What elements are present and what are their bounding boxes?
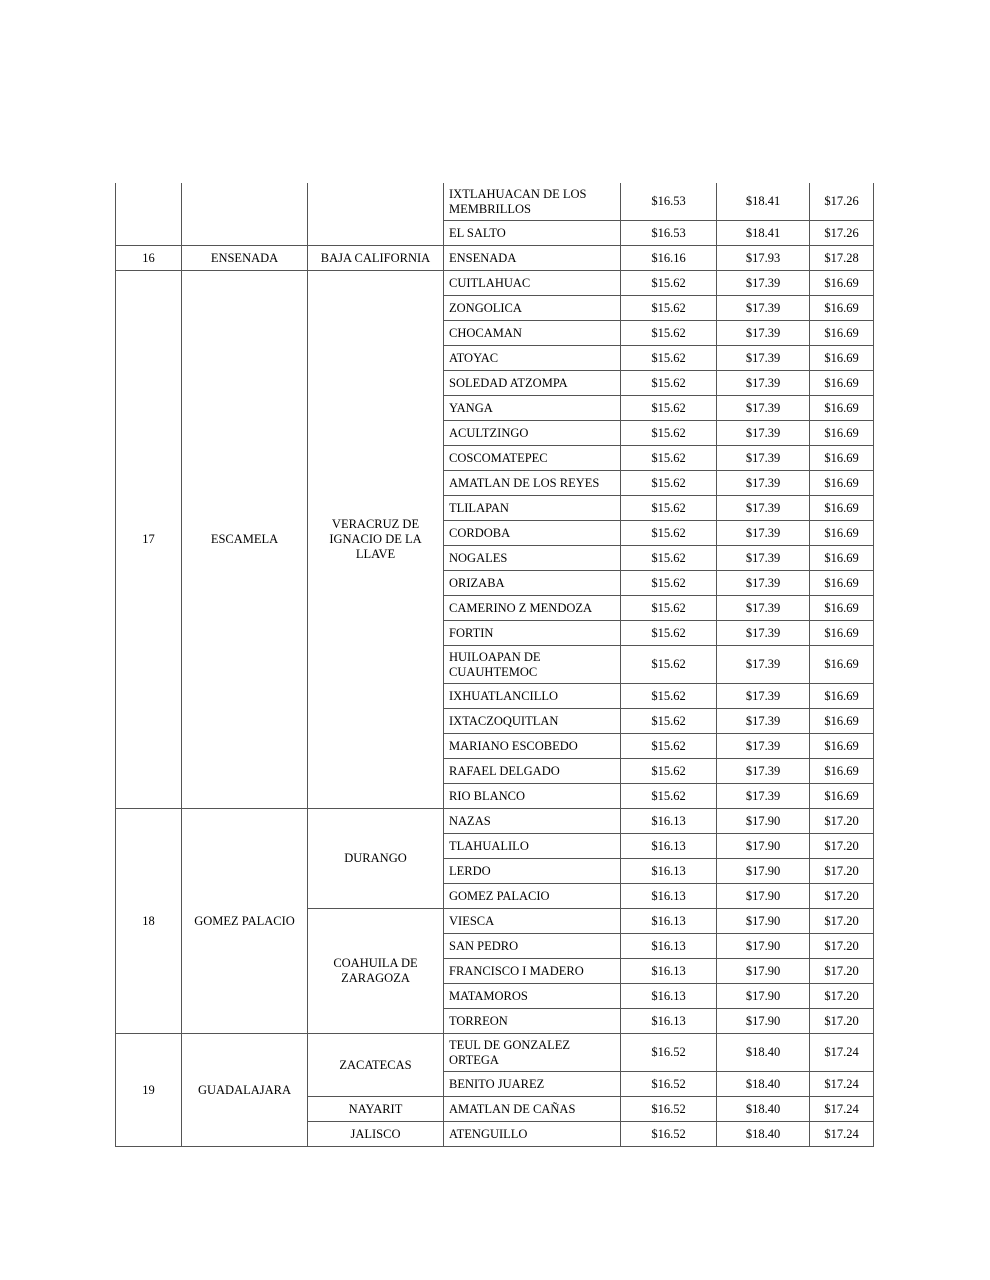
- value-cell-3: $16.69: [810, 759, 874, 784]
- value-cell-2: $18.41: [717, 221, 810, 246]
- value-cell-1: $16.13: [621, 809, 717, 834]
- group-name-cell: GUADALAJARA: [182, 1034, 308, 1147]
- value-cell-3: $16.69: [810, 271, 874, 296]
- municipality-cell: FRANCISCO I MADERO: [444, 959, 621, 984]
- value-cell-1: $16.13: [621, 984, 717, 1009]
- value-cell-1: $16.13: [621, 834, 717, 859]
- state-cell: VERACRUZ DE IGNACIO DE LA LLAVE: [308, 271, 444, 809]
- group-number-cell: 19: [116, 1034, 182, 1147]
- municipality-cell: ATOYAC: [444, 346, 621, 371]
- value-cell-1: $15.62: [621, 446, 717, 471]
- value-cell-3: $16.69: [810, 684, 874, 709]
- value-cell-1: $16.16: [621, 246, 717, 271]
- state-cell: [308, 183, 444, 246]
- value-cell-1: $15.62: [621, 521, 717, 546]
- value-cell-3: $17.24: [810, 1122, 874, 1147]
- group-number-cell: 16: [116, 246, 182, 271]
- value-cell-1: $15.62: [621, 571, 717, 596]
- municipality-cell: ENSENADA: [444, 246, 621, 271]
- state-cell: BAJA CALIFORNIA: [308, 246, 444, 271]
- group-name-cell: [182, 183, 308, 246]
- value-cell-1: $16.13: [621, 909, 717, 934]
- municipality-cell: COSCOMATEPEC: [444, 446, 621, 471]
- value-cell-3: $17.20: [810, 959, 874, 984]
- table-row: [116, 809, 874, 834]
- group-name-cell: ESCAMELA: [182, 271, 308, 809]
- value-cell-1: $16.52: [621, 1034, 717, 1072]
- group-number-cell: 17: [116, 271, 182, 809]
- value-cell-2: $18.40: [717, 1097, 810, 1122]
- table-row: [116, 1034, 874, 1072]
- municipality-cell: RAFAEL DELGADO: [444, 759, 621, 784]
- municipality-cell: SOLEDAD ATZOMPA: [444, 371, 621, 396]
- municipality-cell: GOMEZ PALACIO: [444, 884, 621, 909]
- value-cell-1: $16.53: [621, 221, 717, 246]
- value-cell-2: $17.39: [717, 709, 810, 734]
- value-cell-2: $17.39: [717, 734, 810, 759]
- value-cell-1: $16.13: [621, 959, 717, 984]
- value-cell-1: $15.62: [621, 271, 717, 296]
- value-cell-2: $17.39: [717, 759, 810, 784]
- value-cell-1: $16.13: [621, 859, 717, 884]
- table-row: [116, 246, 874, 271]
- value-cell-3: $17.26: [810, 221, 874, 246]
- value-cell-1: $15.62: [621, 596, 717, 621]
- value-cell-3: $16.69: [810, 709, 874, 734]
- value-cell-1: $16.52: [621, 1072, 717, 1097]
- municipality-cell: BENITO JUAREZ: [444, 1072, 621, 1097]
- municipality-cell: CHOCAMAN: [444, 321, 621, 346]
- value-cell-2: $17.90: [717, 984, 810, 1009]
- municipality-cell: TLAHUALILO: [444, 834, 621, 859]
- value-cell-3: $16.69: [810, 421, 874, 446]
- value-cell-3: $16.69: [810, 621, 874, 646]
- value-cell-1: $16.13: [621, 934, 717, 959]
- value-cell-1: $16.13: [621, 884, 717, 909]
- municipality-cell: TEUL DE GONZALEZ ORTEGA: [444, 1034, 621, 1072]
- value-cell-3: $17.20: [810, 934, 874, 959]
- value-cell-3: $17.20: [810, 1009, 874, 1034]
- state-cell: DURANGO: [308, 809, 444, 909]
- value-cell-2: $17.39: [717, 521, 810, 546]
- value-cell-1: $16.53: [621, 183, 717, 221]
- state-cell: COAHUILA DE ZARAGOZA: [308, 909, 444, 1034]
- value-cell-2: $17.39: [717, 784, 810, 809]
- value-cell-2: $17.39: [717, 271, 810, 296]
- value-cell-2: $17.39: [717, 396, 810, 421]
- value-cell-3: $16.69: [810, 296, 874, 321]
- municipality-cell: AMATLAN DE CAÑAS: [444, 1097, 621, 1122]
- value-cell-3: $16.69: [810, 571, 874, 596]
- group-name-cell: GOMEZ PALACIO: [182, 809, 308, 1034]
- value-cell-2: $18.40: [717, 1034, 810, 1072]
- value-cell-1: $15.62: [621, 709, 717, 734]
- municipality-cell: EL SALTO: [444, 221, 621, 246]
- value-cell-3: $17.20: [810, 834, 874, 859]
- municipality-cell: AMATLAN DE LOS REYES: [444, 471, 621, 496]
- municipality-cell: IXHUATLANCILLO: [444, 684, 621, 709]
- value-cell-3: $16.69: [810, 496, 874, 521]
- value-cell-3: $16.69: [810, 446, 874, 471]
- value-cell-1: $15.62: [621, 346, 717, 371]
- value-cell-1: $16.52: [621, 1122, 717, 1147]
- value-cell-3: $17.28: [810, 246, 874, 271]
- value-cell-1: $15.62: [621, 734, 717, 759]
- value-cell-1: $16.13: [621, 1009, 717, 1034]
- value-cell-1: $15.62: [621, 396, 717, 421]
- municipality-cell: YANGA: [444, 396, 621, 421]
- value-cell-2: $17.93: [717, 246, 810, 271]
- value-cell-2: $17.39: [717, 496, 810, 521]
- value-cell-2: $17.39: [717, 646, 810, 684]
- value-cell-3: $17.20: [810, 809, 874, 834]
- municipality-cell: ACULTZINGO: [444, 421, 621, 446]
- value-cell-2: $17.90: [717, 909, 810, 934]
- value-cell-1: $15.62: [621, 684, 717, 709]
- value-cell-3: $17.24: [810, 1034, 874, 1072]
- group-name-cell: ENSENADA: [182, 246, 308, 271]
- value-cell-2: $17.90: [717, 959, 810, 984]
- value-cell-1: $15.62: [621, 496, 717, 521]
- value-cell-3: $16.69: [810, 784, 874, 809]
- state-cell: ZACATECAS: [308, 1034, 444, 1097]
- municipality-cell: ZONGOLICA: [444, 296, 621, 321]
- municipality-cell: VIESCA: [444, 909, 621, 934]
- table-body: [116, 246, 874, 1147]
- table-row: [116, 183, 874, 221]
- value-cell-2: $17.39: [717, 621, 810, 646]
- municipality-cell: MARIANO ESCOBEDO: [444, 734, 621, 759]
- value-cell-1: $15.62: [621, 621, 717, 646]
- value-cell-2: $17.39: [717, 596, 810, 621]
- continuation-rows: [116, 183, 874, 246]
- price-table: [115, 183, 874, 1147]
- value-cell-1: $15.62: [621, 784, 717, 809]
- value-cell-3: $16.69: [810, 546, 874, 571]
- value-cell-2: $17.90: [717, 884, 810, 909]
- value-cell-3: $16.69: [810, 596, 874, 621]
- value-cell-2: $17.39: [717, 471, 810, 496]
- municipality-cell: IXTLAHUACAN DE LOS MEMBRILLOS: [444, 183, 621, 221]
- value-cell-3: $16.69: [810, 646, 874, 684]
- value-cell-3: $17.24: [810, 1097, 874, 1122]
- municipality-cell: ORIZABA: [444, 571, 621, 596]
- municipality-cell: MATAMOROS: [444, 984, 621, 1009]
- municipality-cell: NOGALES: [444, 546, 621, 571]
- value-cell-1: $15.62: [621, 296, 717, 321]
- value-cell-1: $15.62: [621, 759, 717, 784]
- value-cell-2: $18.40: [717, 1072, 810, 1097]
- value-cell-1: $15.62: [621, 321, 717, 346]
- value-cell-3: $17.20: [810, 884, 874, 909]
- value-cell-2: $17.39: [717, 684, 810, 709]
- value-cell-3: $17.26: [810, 183, 874, 221]
- value-cell-2: $18.40: [717, 1122, 810, 1147]
- municipality-cell: LERDO: [444, 859, 621, 884]
- municipality-cell: NAZAS: [444, 809, 621, 834]
- value-cell-2: $17.90: [717, 859, 810, 884]
- municipality-cell: TLILAPAN: [444, 496, 621, 521]
- municipality-cell: FORTIN: [444, 621, 621, 646]
- value-cell-2: $17.90: [717, 809, 810, 834]
- value-cell-2: $17.90: [717, 934, 810, 959]
- value-cell-3: $17.20: [810, 984, 874, 1009]
- value-cell-2: $17.39: [717, 346, 810, 371]
- value-cell-3: $16.69: [810, 346, 874, 371]
- municipality-cell: CAMERINO Z MENDOZA: [444, 596, 621, 621]
- value-cell-2: $17.39: [717, 421, 810, 446]
- value-cell-1: $15.62: [621, 646, 717, 684]
- value-cell-2: $18.41: [717, 183, 810, 221]
- value-cell-2: $17.39: [717, 446, 810, 471]
- price-table-page: [115, 183, 873, 1147]
- value-cell-2: $17.39: [717, 321, 810, 346]
- value-cell-3: $16.69: [810, 321, 874, 346]
- value-cell-2: $17.90: [717, 1009, 810, 1034]
- value-cell-1: $15.62: [621, 471, 717, 496]
- value-cell-1: $16.52: [621, 1097, 717, 1122]
- table-row: [116, 271, 874, 296]
- group-number-cell: [116, 183, 182, 246]
- municipality-cell: ATENGUILLO: [444, 1122, 621, 1147]
- value-cell-2: $17.39: [717, 296, 810, 321]
- value-cell-3: $16.69: [810, 396, 874, 421]
- value-cell-3: $16.69: [810, 371, 874, 396]
- state-cell: NAYARIT: [308, 1097, 444, 1122]
- value-cell-3: $16.69: [810, 471, 874, 496]
- value-cell-1: $15.62: [621, 421, 717, 446]
- value-cell-2: $17.90: [717, 834, 810, 859]
- value-cell-3: $17.20: [810, 909, 874, 934]
- value-cell-1: $15.62: [621, 371, 717, 396]
- state-cell: JALISCO: [308, 1122, 444, 1147]
- value-cell-3: $16.69: [810, 734, 874, 759]
- value-cell-3: $17.20: [810, 859, 874, 884]
- municipality-cell: TORREON: [444, 1009, 621, 1034]
- value-cell-2: $17.39: [717, 371, 810, 396]
- municipality-cell: CUITLAHUAC: [444, 271, 621, 296]
- municipality-cell: SAN PEDRO: [444, 934, 621, 959]
- municipality-cell: RIO BLANCO: [444, 784, 621, 809]
- group-number-cell: 18: [116, 809, 182, 1034]
- municipality-cell: HUILOAPAN DE CUAUHTEMOC: [444, 646, 621, 684]
- municipality-cell: CORDOBA: [444, 521, 621, 546]
- value-cell-2: $17.39: [717, 546, 810, 571]
- value-cell-2: $17.39: [717, 571, 810, 596]
- value-cell-1: $15.62: [621, 546, 717, 571]
- municipality-cell: IXTACZOQUITLAN: [444, 709, 621, 734]
- value-cell-3: $17.24: [810, 1072, 874, 1097]
- value-cell-3: $16.69: [810, 521, 874, 546]
